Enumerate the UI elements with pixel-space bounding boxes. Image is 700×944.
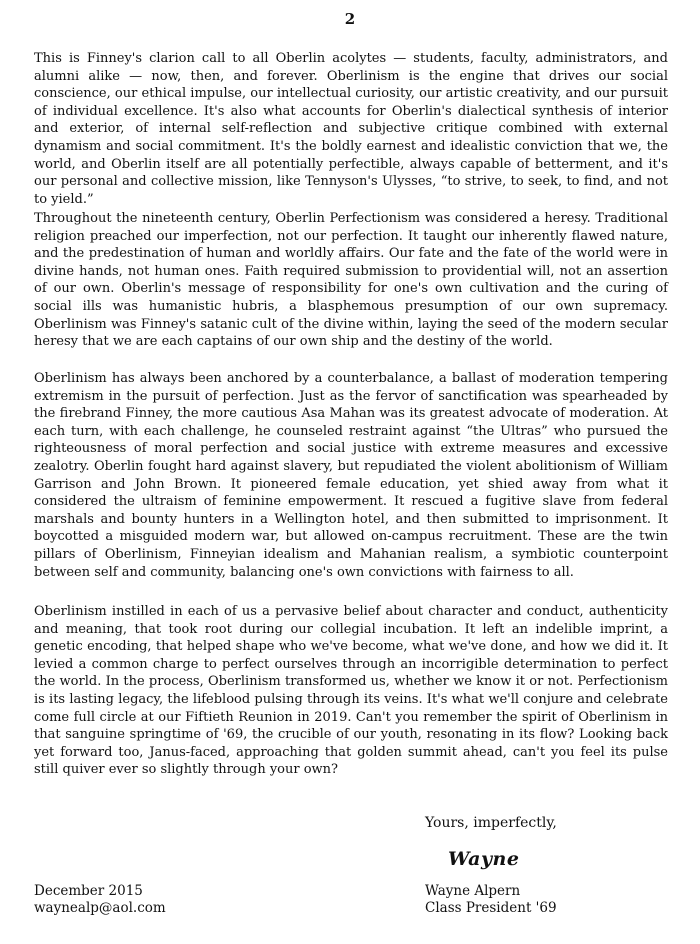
paragraph-4: Oberlinism instilled in each of us a pervasive belief about character and conduct, authenticity and meaning, that took root during our collegial incubation. It left an indelible imprint, a genetic encoding, that helped shape who we've become, what we've done, and how we did it. It levied a common charge to perfect ourselves through an incorrigible determination to perfect the world. In the process, Oberlinism transformed us, whether we know it or not. Perfectionism is its lasting legacy, the lifeblood pulsing through its veins. It's what we'll conjure and celebrate come full circle at our Fiftieth Reunion in 2019. Can't you remember the spirit of Oberlinism in that sanguine springtime of '69, the crucible of our youth, resonating in its flow? Looking back yet forward too, Janus-faced, approaching that golden summit ahead, can't you feel its pulse still quiver ever so slightly through your own? [34, 604, 668, 778]
signature: Wayne [448, 848, 520, 870]
author-title: Class President '69 [425, 900, 557, 916]
closing-salutation: Yours, imperfectly, [425, 815, 557, 831]
footer-date-contact [34, 883, 166, 917]
paragraph-1: This is Finney's clarion call to all Oberlin acolytes — students, faculty, administrators, and alumni alike — now, then, and forever. Oberlinism is the engine that drives our social conscience, our ethical impulse, our intellectual curiosity, our artistic creativity, and our pursuit of individual excellence. It's also what accounts for Oberlin's dialectical synthesis of interior and exterior, of internal self-reflection and subjective critique combined with external dynamism and social commitment. It's the boldly earnest and idealistic conviction that we, the world, and Oberlin itself are all potentially perfectible, always capable of betterment, and it's our personal and collective mission, like Tennyson's Ulysses, “to strive, to seek, to find, and not to yield.” [34, 51, 668, 207]
author-name: Wayne Alpern [425, 883, 521, 899]
paragraph-2: Throughout the nineteenth century, Oberlin Perfectionism was considered a heresy. Traditional religion preached our imperfection, not our perfection. It taught our inherently flawed nature, and the predestination of human and worldly affairs. Our fate and the fate of the world were in divine hands, not human ones. Faith required submission to providential will, not an assertion of our own. Oberlin's message of responsibility for one's own cultivation and the curing of social ills was humanistic hubris, a blasphemous presumption of our own supremacy. Oberlinism was Finney's satanic cult of the divine within, laying the seed of the modern secular heresy that we are each captains of our own ship and the destiny of the world. [34, 211, 668, 350]
email-address: waynealp@aol.com [34, 900, 166, 916]
letter-date: December 2015 [34, 883, 143, 899]
paragraph-3: Oberlinism has always been anchored by a counterbalance, a ballast of moderation tempering extremism in the pursuit of perfection. Just as the fervor of sanctification was spearheaded by the firebrand Finney, the more cautious Asa Mahan was its greatest advocate of moderation. At each turn, with each challenge, he counseled restraint against “the Ultras” who pursued the righteousness of moral perfection and social justice with extreme measures and excessive zealotry. Oberlin fought hard against slavery, but repudiated the violent abolitionism of William Garrison and John Brown. It pioneered female education, yet shied away from what it considered the ultraism of feminine empowerment. It rescued a fugitive slave from federal marshals and bounty hunters in a Wellington hotel, and then submitted to imprisonment. It boycotted a misguided modern war, but allowed on-campus recruitment. These are the twin pillars of Oberlinism, Finneyian idealism and Mahanian realism, a symbiotic counterpoint between self and community, balancing one's own convictions with fairness to all. [34, 371, 668, 580]
page-number: 2 [344, 10, 356, 28]
footer-author [425, 883, 557, 917]
